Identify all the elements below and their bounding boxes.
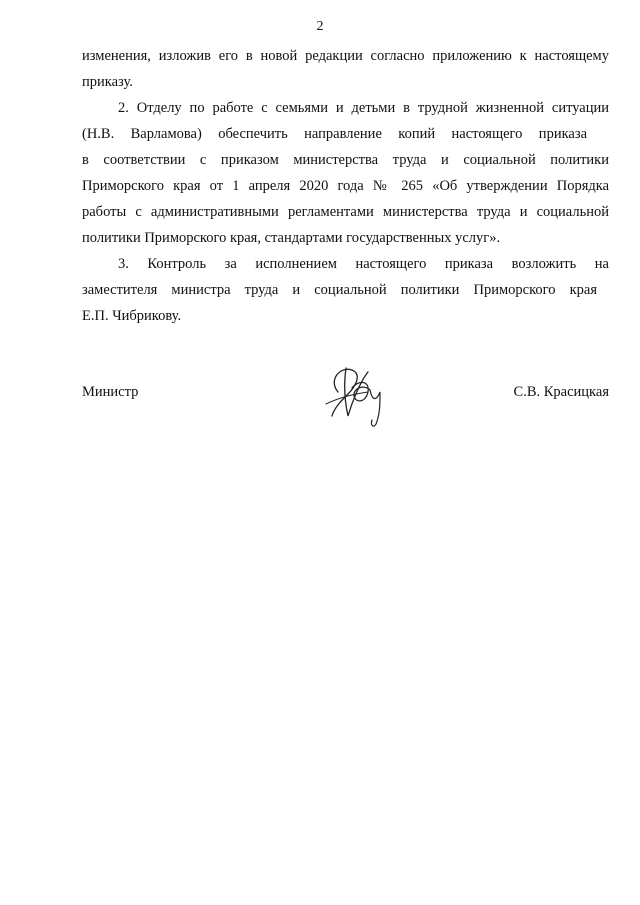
paragraph-2-line-6: политики Приморского края, стандартами государственных услуг». bbox=[82, 230, 501, 246]
paragraph-2-line-4: Приморского края от 1 апреля 2020 года № 265 «Об утверждении Порядка bbox=[82, 178, 609, 194]
paragraph-3-line-3: Е.П. Чибрикову. bbox=[82, 308, 182, 324]
page-number: 2 bbox=[316, 19, 324, 34]
paragraph-2-line-1: 2. Отделу по работе с семьями и детьми в трудной жизненной ситуации bbox=[118, 100, 609, 116]
paragraph-1-line-1: изменения, изложив его в новой редакции согласно приложению к настоящему bbox=[82, 48, 609, 64]
handwritten-signature bbox=[318, 358, 398, 430]
signer-name: С.В. Красицкая bbox=[513, 384, 609, 400]
paragraph-2-line-5: работы с административными регламентами министерства труда и социальной bbox=[82, 204, 609, 220]
paragraph-2-line-2: (Н.В. Варламова) обеспечить направление копий настоящего приказа bbox=[82, 126, 587, 142]
paragraph-3-line-2: заместителя министра труда и социальной политики Приморского края bbox=[82, 282, 597, 298]
signer-position: Министр bbox=[82, 384, 139, 400]
paragraph-1-line-2: приказу. bbox=[82, 74, 133, 90]
paragraph-3-line-1: 3. Контроль за исполнением настоящего приказа возложить на bbox=[118, 256, 609, 272]
paragraph-2-line-3: в соответствии с приказом министерства труда и социальной политики bbox=[82, 152, 609, 168]
